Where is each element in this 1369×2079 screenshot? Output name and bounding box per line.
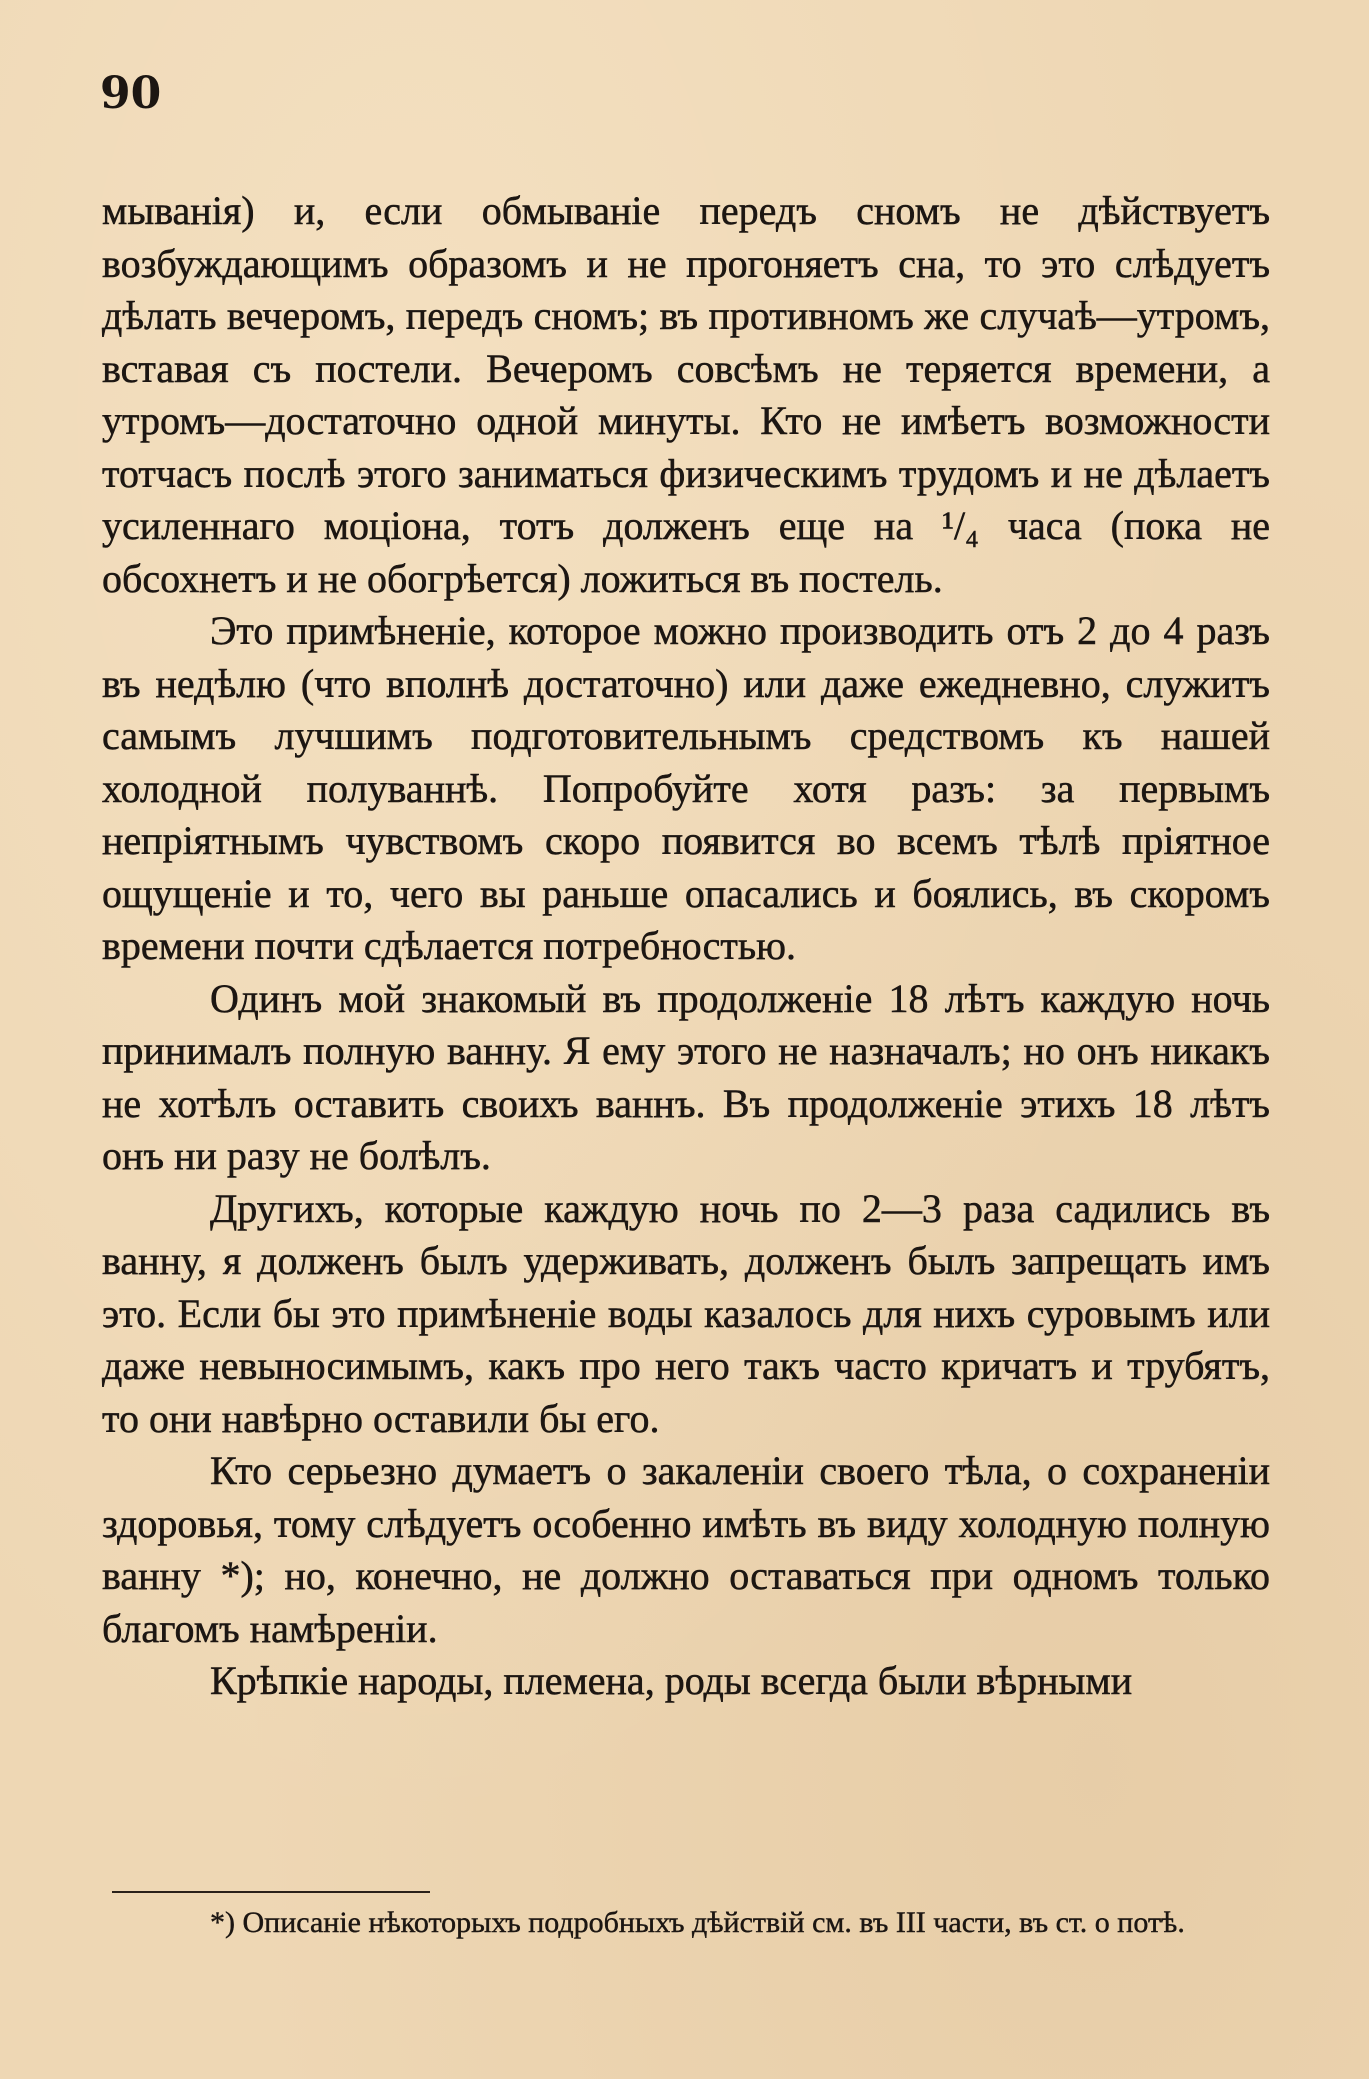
paragraph-3: Одинъ мой знакомый въ продолженіе 18 лѣтъ каждую ночь принималъ полную ванну. Я ему этого не назначалъ; но онъ никакъ не хотѣлъ оставить своихъ ваннъ. Въ продолженіе этихъ 18 лѣтъ онъ ни разу не болѣлъ. xyxy=(102,975,1270,1178)
paragraph-2: Это примѣненіе, которое можно производить отъ 2 до 4 разъ въ недѣлю (что вполнѣ достаточно) или даже ежедневно, служитъ самымъ лучшимъ подготовительнымъ средствомъ къ нашей холодной полуваннѣ. Попробуйте хотя разъ: за первымъ непріятнымъ чувствомъ скоро появится во всемъ тѣлѣ пріятное ощущеніе и то, чего вы раньше опасались и боялись, въ скоромъ времени почти сдѣлается потребностью. xyxy=(102,608,1270,968)
paragraph-6: Крѣпкіе народы, племена, роды всегда были вѣрными xyxy=(210,1658,1133,1703)
body-text xyxy=(102,185,1270,1708)
footnote-text: *) Описаніе нѣкоторыхъ подробныхъ дѣйствій см. въ III части, въ ст. о потѣ. xyxy=(210,1906,1185,1939)
paragraph-4: Другихъ, которые каждую ночь по 2—3 раза садились въ ванну, я долженъ былъ удерживать, долженъ былъ запрещать имъ это. Если бы это примѣненіе воды казалось для нихъ суровымъ или даже невыносимымъ, какъ про него такъ часто кричатъ и трубятъ, то они навѣрно оставили бы его. xyxy=(102,1185,1270,1441)
paragraph-5: Кто серьезно думаетъ о закаленіи своего тѣла, о сохраненіи здоровья, тому слѣдуетъ особенно имѣть въ виду холодную полную ванну *); но, конечно, не должно оставаться при одномъ только благомъ намѣреніи. xyxy=(102,1448,1270,1651)
footnote-divider xyxy=(112,1891,430,1893)
footnote xyxy=(102,1903,1270,1943)
paragraph-1: мыванія) и, если обмываніе передъ сномъ не дѣйствуетъ возбуждающимъ образомъ и не прогоняетъ сна, то это слѣдуетъ дѣлать вечеромъ, передъ сномъ; въ противномъ же случаѣ—утромъ, вставая съ постели. Вечеромъ совсѣмъ не теряется времени, а утромъ—достаточно одной минуты. Кто не имѣетъ возможности тотчасъ послѣ этого заниматься физическимъ трудомъ и не дѣлаетъ усиленнаго моціона, тотъ долженъ еще на ¹/₄ часа (пока не обсохнетъ и не обогрѣется) ложиться въ постель. xyxy=(102,188,1270,601)
page-number: 90 xyxy=(100,68,162,119)
